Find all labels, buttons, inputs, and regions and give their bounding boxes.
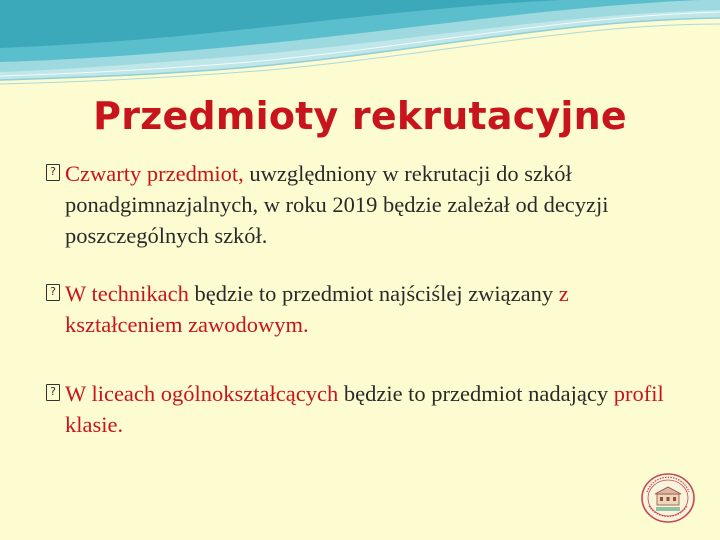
- slide-title: Przedmioty rekrutacyjne: [93, 94, 627, 138]
- bullet-highlight: W liceach ogólnokształcących: [65, 381, 339, 406]
- bullet-highlight: profil klasie.: [65, 381, 664, 437]
- header-wave-decoration: [0, 0, 720, 90]
- bullet-box-icon: ?: [46, 284, 60, 301]
- bullet-item: [46, 158, 676, 251]
- school-seal-logo: [640, 472, 696, 524]
- bullet-highlight: Czwarty przedmiot,: [65, 161, 244, 186]
- bullet-text: będzie to przedmiot nadający: [338, 381, 614, 406]
- bullet-highlight: W technikach: [65, 281, 189, 306]
- bullet-item: [46, 278, 676, 340]
- bullet-box-icon: ?: [46, 384, 60, 401]
- bullet-highlight: z kształceniem zawodowym.: [65, 281, 569, 337]
- bullet-box-icon: ?: [46, 164, 60, 181]
- bullet-list: [46, 158, 676, 440]
- bullet-item: [46, 378, 676, 440]
- bullet-text: uwzględniony w rekrutacji do szkół ponadgimnazjalnych, w roku 2019 będzie zależał od decyzji poszczególnych szkół.: [65, 161, 609, 248]
- bullet-text: będzie to przedmiot najściślej związany: [188, 281, 559, 306]
